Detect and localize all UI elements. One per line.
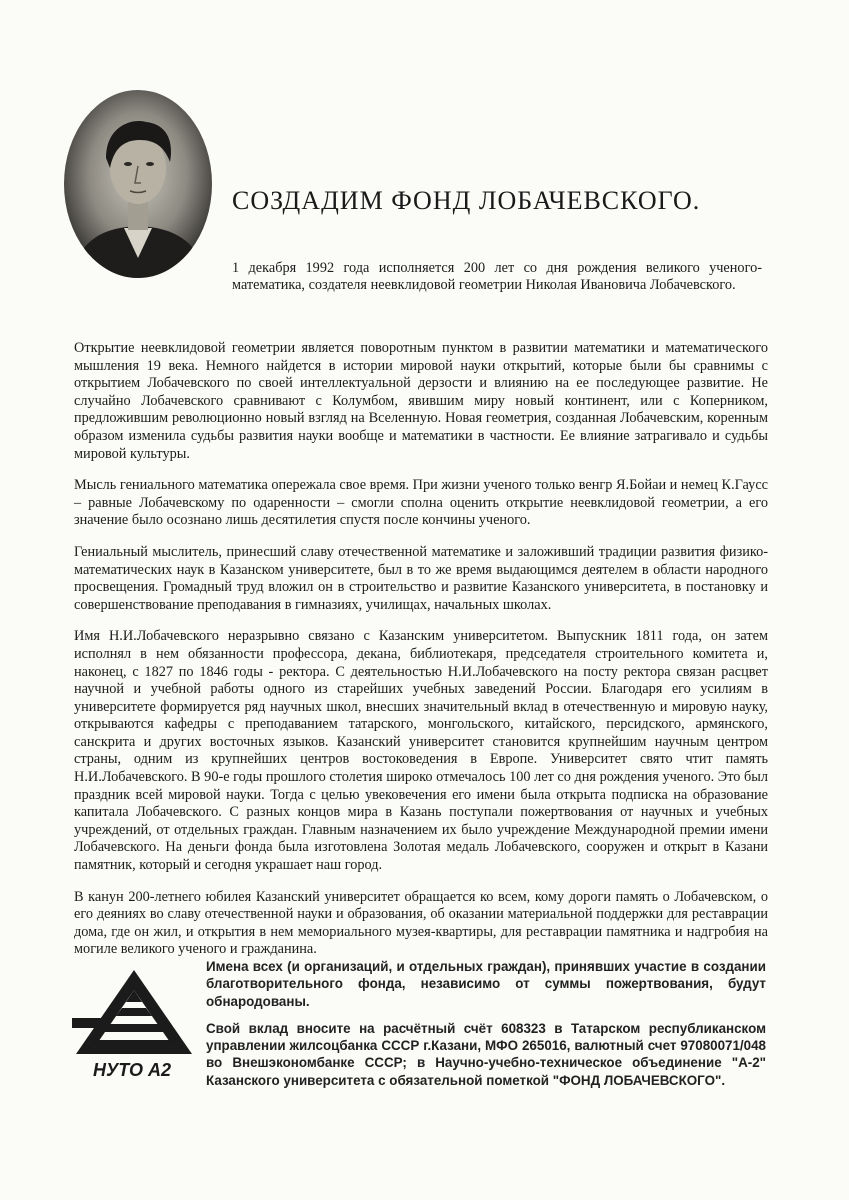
paragraph: Гениальный мыслитель, принесший славу отечественной математике и заложивший традиции развития физико-математических наук в Казанском университете, был в то же время выдающимся деятелем в области народного просвещения. Громадный труд вложил он в строительство и развитие Казанского университета, в постановку и совершенствование преподавания в гимназиях, училищах, начальных школах. — [74, 543, 768, 613]
paragraph: Мысль гениального математика опережала свое время. При жизни ученого только венгр Я.Бойаи и немец К.Гаусс – равные Лобачевскому по одаренности – смогли сполна оценить открытие неевклидовой геометрии, а его значение было осознано лишь десятилетия спустя после кончины ученого. — [74, 477, 769, 529]
nuto-a2-logo — [72, 968, 196, 1084]
contribution-info — [206, 958, 766, 1099]
document-title: СОЗДАДИМ ФОНД ЛОБАЧЕВСКОГО. — [232, 186, 701, 215]
paragraph: Имя Н.И.Лобачевского неразрывно связано с Казанским университетом. Выпускник 1811 года, он затем исполнял в нем обязанности профессора, декана, библиотекаря, председателя строительного комитета и, наконец, с 1827 по 1846 годы - ректора. С деятельностью Н.И.Лобачевского на посту ректора связан расцвет научной и учебной работы одного из старейших учебных заведений России. Благодаря его усилиям в университете формируется ряд научных школ, внесших значительный вклад в отечественную и мировую науку, открываются кафедры с преподаванием татарского, монгольского, китайского, персидского, армянского, санскрита и других восточных языков. Казанский университет становится крупнейшим научным центром страны, одним из крупнейших центров востоковедения в Европе. Университет свято чтит память Н.И.Лобачевского. В 90-е годы прошлого столетия широко отмечалось 100 лет со дня рождения ученого. Это был праздник всей мировой науки. Тогда с целью увековечения его имени была открыта подписка на образование капитала Лобачевского. С разных концов мира в Казань поступали пожертвования от научных и учебных учреждений, от отдельных граждан. Главным назначением их было учреждение Международной премии имени Лобачевского. На деньги фонда была изготовлена Золотая медаль Лобачевского, сооружен и открыт в Казани памятник, который и сегодня украшает наш город. — [74, 628, 768, 874]
main-text — [74, 340, 768, 973]
svg-text:НУТО А2: НУТО А2 — [93, 1060, 171, 1080]
bank-details: Свой вклад вносите на расчётный счёт 608323 в Татарском республиканском управлении жилсоцбанка СССР г.Казани, МФО 265016, валютный счет 97080071/048 во Внешэкономбанке СССР; в Научно-учебно-техническое объединение "А-2" Казанского университета с обязательной пометкой "ФОНД ЛОБАЧЕВСКОГО". — [206, 1020, 766, 1088]
lobachevsky-portrait — [62, 88, 214, 280]
paragraph: Открытие неевклидовой геометрии является поворотным пунктом в развитии математики и математического мышления 19 века. Немного найдется в истории мировой науки открытий, которые были бы сравнимы с открытием Лобачевского по своей интеллектуальной дерзости и влиянию на ее последующее развитие. Не случайно Лобачевского сравнивают с Колумбом, явившим миру новый континент, или с Коперником, предложившим революционно новый взгляд на Вселенную. Новая геометрия, созданная Лобачевским, коренным образом изменила судьбы развития науки вообще и математики в частности. Ее влияние затрагивало и судьбы мировой культуры. — [74, 340, 768, 462]
paragraph: В канун 200-летнего юбилея Казанский университет обращается ко всем, кому дороги память о Лобачевском, о его деяниях во славу отечественной науки и образования, об оказании материальной поддержки для реставрации дома, где он жил, и открытия в нем мемориального музея-квартиры, для реставрации памятника и надгробия на могиле великого ученого и гражданина. — [74, 888, 768, 958]
intro-paragraph: 1 декабря 1992 года исполняется 200 лет со дня рождения великого ученого-математика, создателя неевклидовой геометрии Николая Ивановича Лобачевского. — [232, 260, 762, 293]
donor-note: Имена всех (и организаций, и отдельных граждан), принявших участие в создании благотворительного фонда, независимо от суммы пожертвования, будут обнародованы. — [206, 959, 766, 1009]
